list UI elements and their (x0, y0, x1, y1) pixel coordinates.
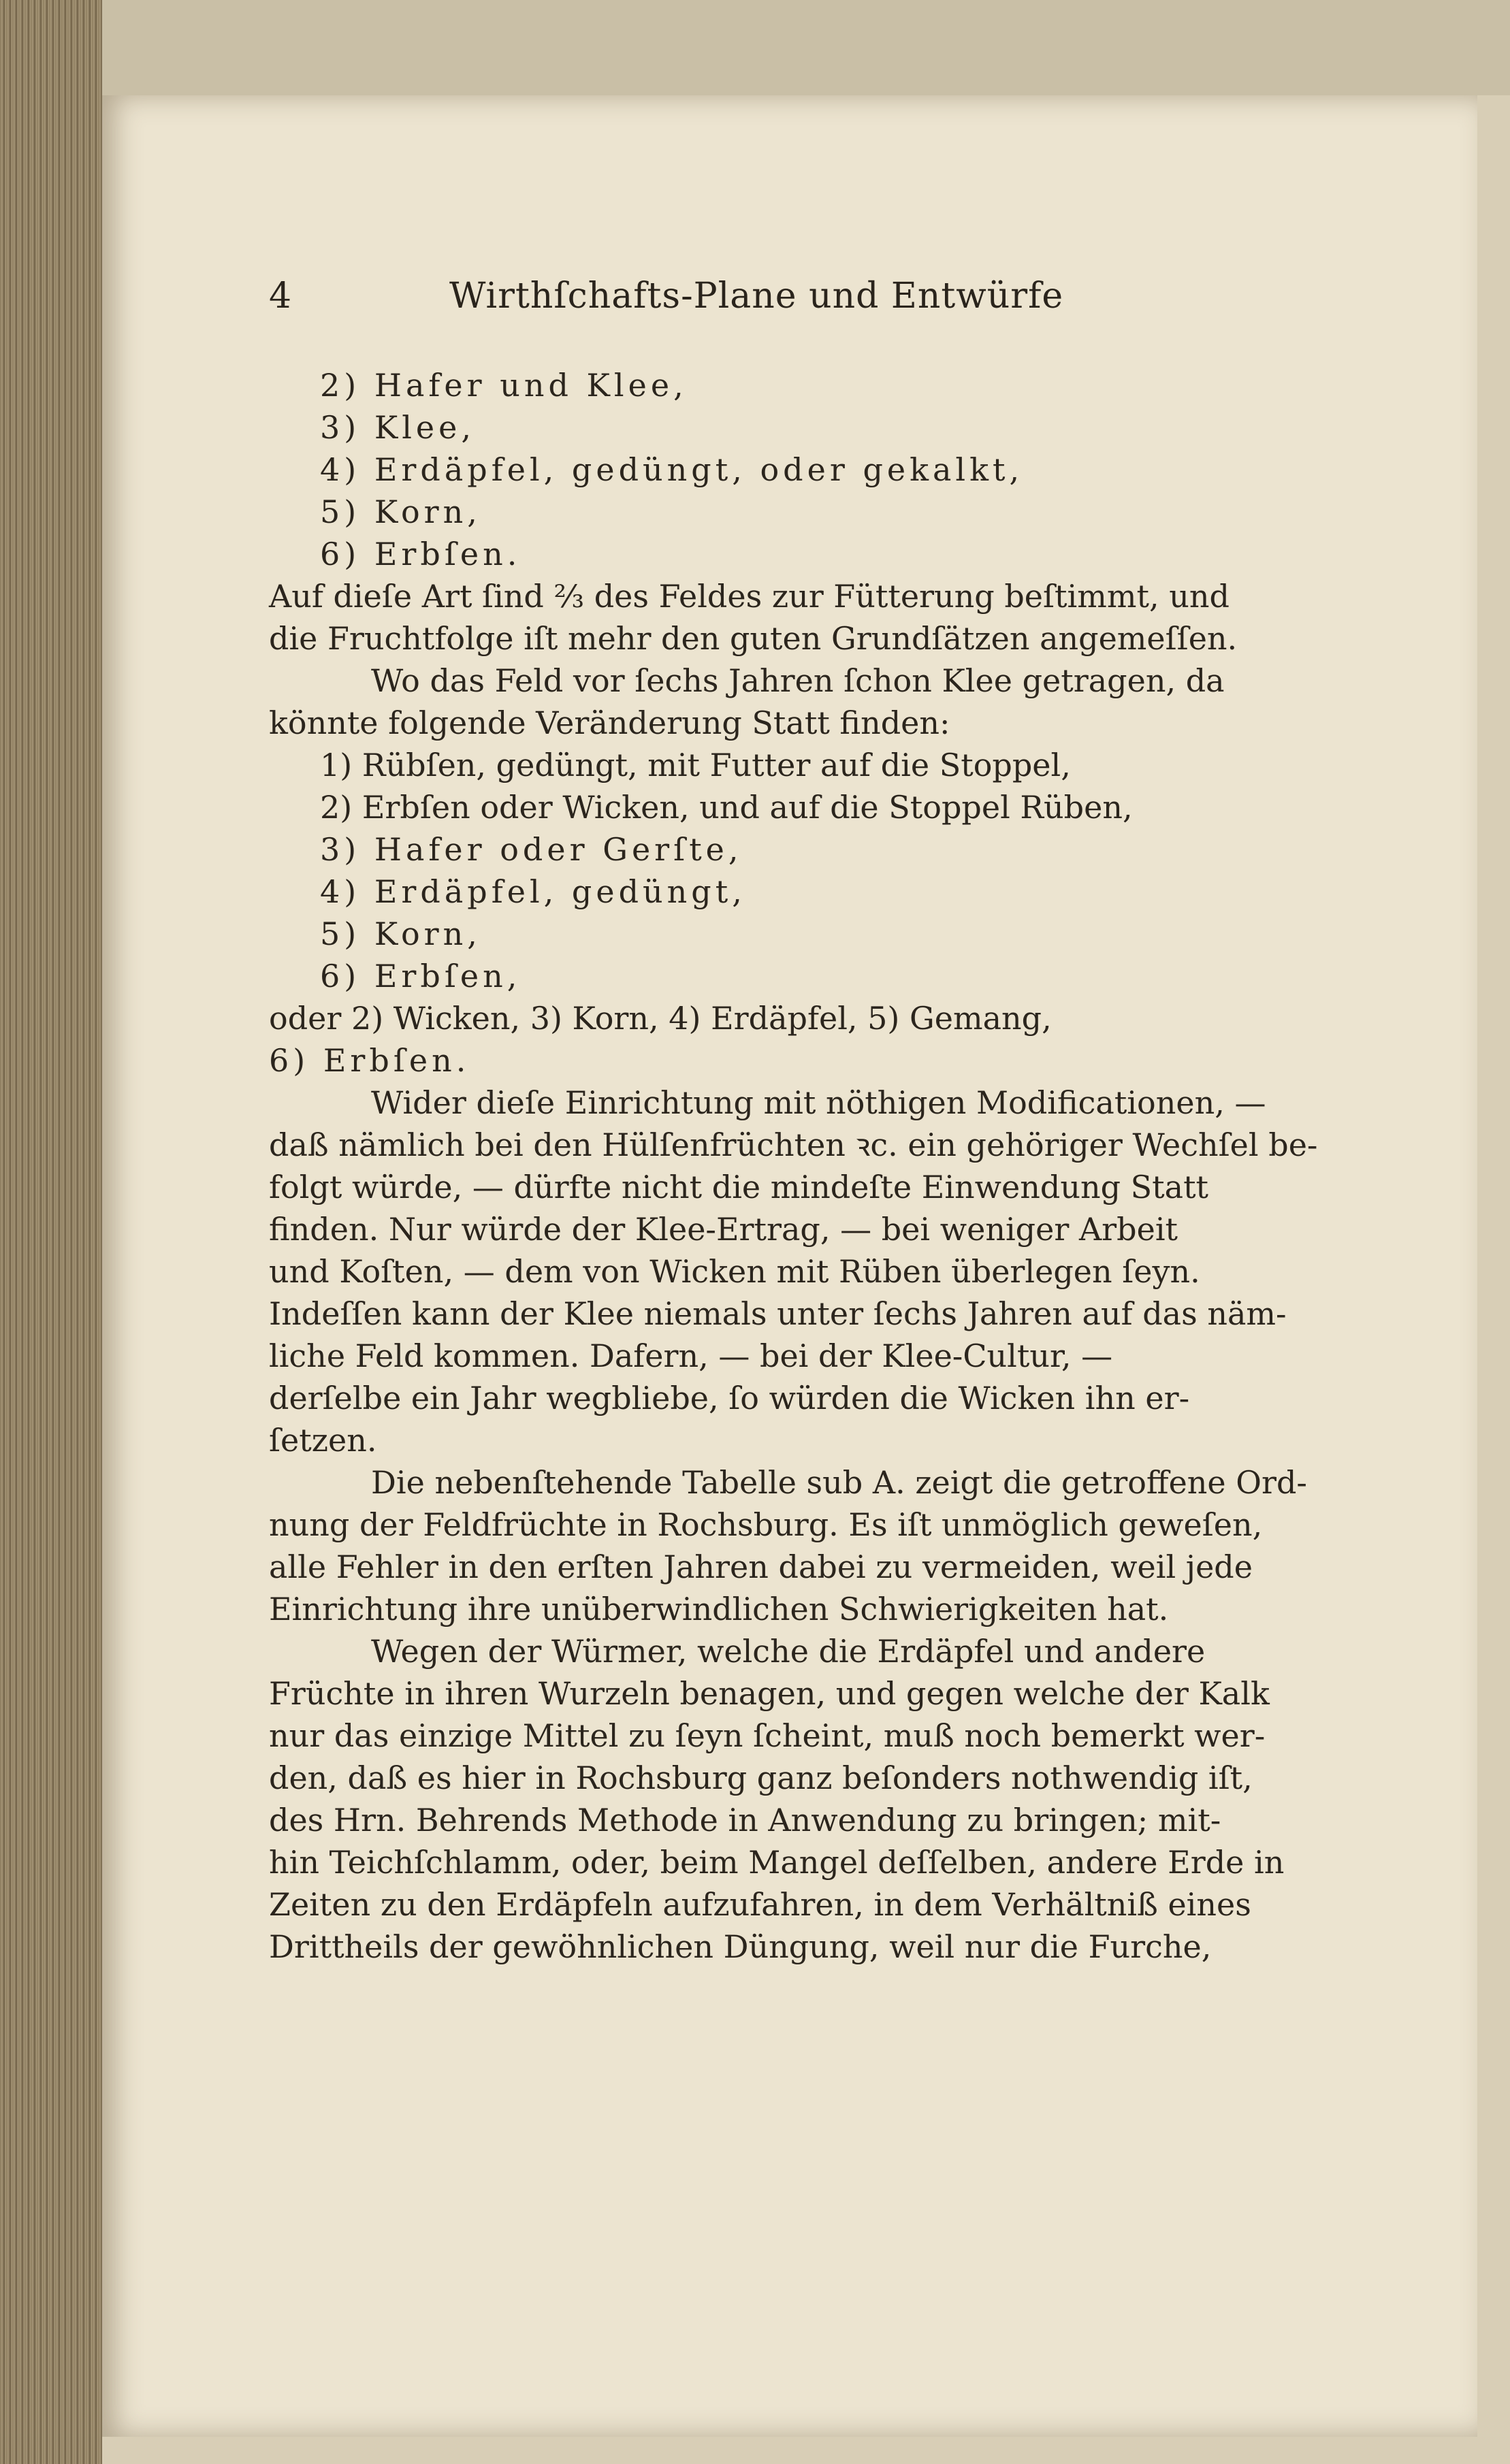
text-line: könnte folgende Veränderung Statt finden: (269, 704, 950, 741)
running-head (269, 276, 1331, 330)
text-line: 6) Erbſen, (320, 958, 521, 994)
text-line: ſetzen. (269, 1422, 377, 1459)
text-line: 3) Hafer oder Gerſte, (320, 831, 743, 868)
text-line: Zeiten zu den Erdäpfeln aufzufahren, in dem Verhältniß eines (269, 1886, 1251, 1923)
text-line: nung der Feldfrüchte in Rochsburg. Es iſt unmöglich geweſen, (269, 1506, 1263, 1543)
text-line: 2) Hafer und Klee, (320, 367, 688, 404)
text-line: 4) Erdäpfel, gedüngt, oder gekalkt, (320, 451, 1024, 488)
text-line: und Koſten, — dem von Wicken mit Rüben überlegen ſeyn. (269, 1253, 1200, 1290)
text-line: Früchte in ihren Wurzeln benagen, und gegen welche der Kalk (269, 1675, 1270, 1712)
text-line: Indeſſen kann der Klee niemals unter ſechs Jahren auf das näm- (269, 1295, 1287, 1332)
text-line: 2) Erbſen oder Wicken, und auf die Stoppel Rüben, (320, 789, 1133, 826)
text-line: finden. Nur würde der Klee-Ertrag, — bei weniger Arbeit (269, 1211, 1178, 1248)
running-title: Wirthſchafts-Plane und Entwürfe (449, 276, 1064, 317)
text-line: derſelbe ein Jahr wegbliebe, ſo würden die Wicken ihn er- (269, 1380, 1190, 1416)
page-number: 4 (269, 276, 292, 317)
text-line: 5) Korn, (320, 493, 481, 530)
text-line: Auf dieſe Art ſind ⅔ des Feldes zur Fütterung beſtimmt, und (269, 578, 1230, 615)
text-line: des Hrn. Behrends Methode in Anwendung zu bringen; mit- (269, 1802, 1221, 1838)
text-line: Wo das Feld vor ſechs Jahren ſchon Klee getragen, da (371, 662, 1225, 699)
text-line: den, daß es hier in Rochsburg ganz beſonders nothwendig iſt, (269, 1760, 1253, 1796)
text-line: 6) Erbſen. (320, 536, 521, 572)
text-line: daß nämlich bei den Hülſenfrüchten ꝛc. ein gehöriger Wechſel be- (269, 1126, 1318, 1163)
text-line: Wegen der Würmer, welche die Erdäpfel und andere (371, 1633, 1206, 1670)
text-line: Wider dieſe Einrichtung mit nöthigen Modificationen, — (371, 1084, 1266, 1121)
text-line: 1) Rübſen, gedüngt, mit Futter auf die Stoppel, (320, 747, 1071, 783)
text-line: Drittheils der gewöhnlichen Düngung, weil nur die Furche, (269, 1928, 1212, 1965)
text-line: 3) Klee, (320, 409, 475, 446)
text-line: oder 2) Wicken, 3) Korn, 4) Erdäpfel, 5) Gemang, (269, 1000, 1052, 1037)
text-line: 4) Erdäpfel, gedüngt, (320, 873, 746, 910)
text-line: 6) Erbſen. (269, 1042, 470, 1079)
text-line: Einrichtung ihre unüberwindlichen Schwierigkeiten hat. (269, 1591, 1169, 1627)
text-line: folgt würde, — dürfte nicht die mindeſte Einwendung Statt (269, 1169, 1209, 1205)
text-line: liche Feld kommen. Dafern, — bei der Klee-Cultur, — (269, 1338, 1113, 1374)
text-line: Die nebenſtehende Tabelle sub A. zeigt die getroffene Ord- (371, 1464, 1307, 1501)
book-page-stack (0, 0, 102, 2464)
text-line: 5) Korn, (320, 915, 481, 952)
text-line: nur das einzige Mittel zu ſeyn ſcheint, muß noch bemerkt wer- (269, 1717, 1266, 1754)
text-line: die Fruchtfolge iſt mehr den guten Grundſätzen angemeſſen. (269, 620, 1238, 657)
text-line: alle Fehler in den erſten Jahren dabei zu vermeiden, weil jede (269, 1549, 1253, 1585)
text-line: hin Teichſchlamm, oder, beim Mangel deſſelben, andere Erde in (269, 1844, 1285, 1881)
